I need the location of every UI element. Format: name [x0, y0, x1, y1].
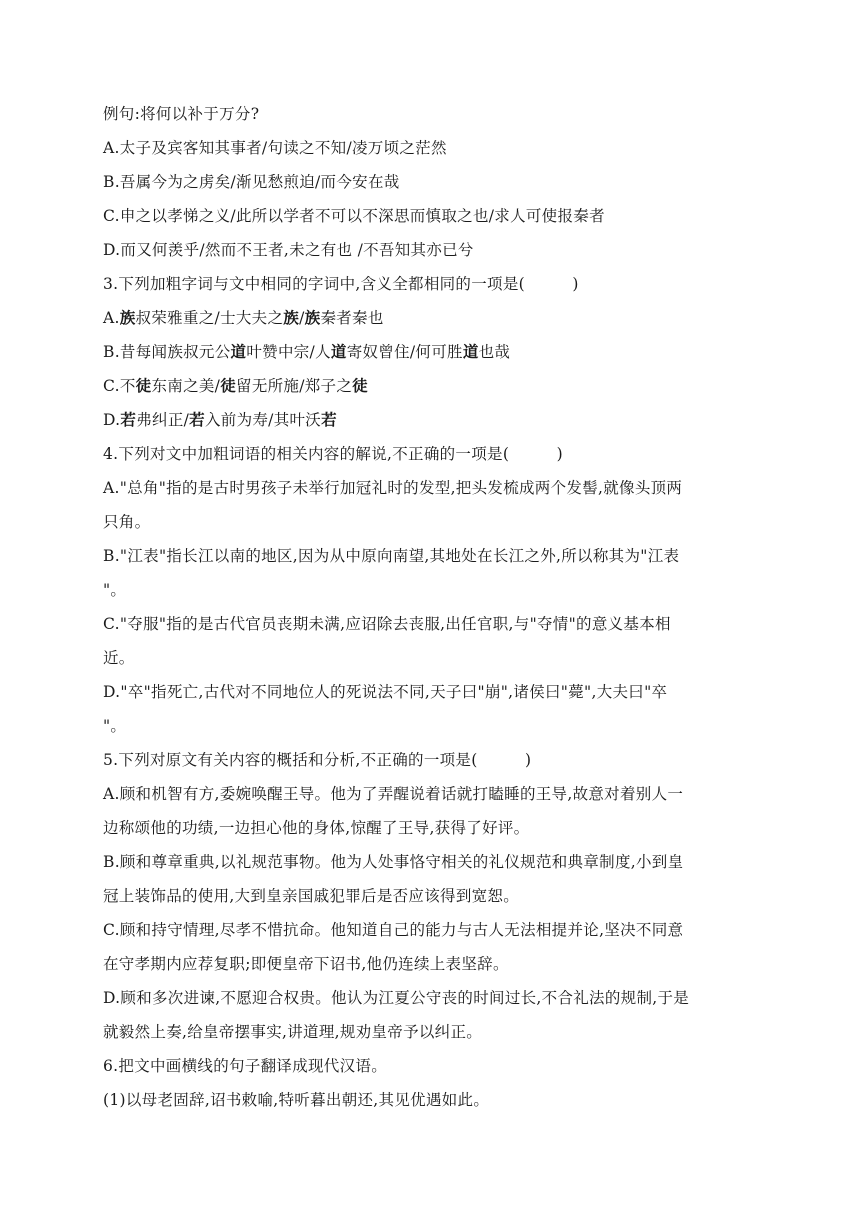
q2-option-d: D.而又何羡乎/然而不王者,未之有也 /不吾知其亦已兮: [103, 241, 474, 259]
bold-word: 若: [120, 410, 137, 429]
q5-option-b: B.顾和尊章重典,以礼规范事物。他为人处事恪守相关的礼仪规范和典章制度,小到皇: [103, 853, 684, 871]
option-letter: C.: [103, 377, 120, 395]
q5-option-b-cont: 冠上装饰品的使用,大到皇亲国戚犯罪后是否应该得到宽恕。: [103, 887, 520, 905]
q5-option-d: D.顾和多次进谏,不愿迎合权贵。他认为江夏公守丧的时间过长,不合礼法的规制,于是: [103, 989, 690, 1007]
text-segment: 入前为寿/其叶沃: [204, 411, 322, 429]
q5-option-c-cont: 在守孝期内应荐复职;即便皇帝下诏书,他仍连续上表坚辞。: [103, 955, 509, 973]
bold-word: 族: [283, 308, 300, 327]
text-segment: 寄奴曾住/何可胜: [346, 343, 463, 361]
option-letter: B.: [103, 343, 120, 361]
q3-option-c: [103, 375, 763, 397]
q2-option-c: C.申之以孝悌之义/此所以学者不可以不深思而慎取之也/求人可使报秦者: [103, 207, 605, 225]
q2-option-a: A.太子及宾客知其事者/句读之不知/凌万顷之茫然: [103, 139, 447, 157]
text-segment: 秦者秦也: [320, 309, 384, 327]
bold-word: 若: [321, 410, 337, 429]
question-6-stem: 6.把文中画横线的句子翻译成现代汉语。: [103, 1057, 387, 1075]
text-segment: 不: [119, 377, 136, 395]
bold-word: 若: [189, 410, 205, 429]
bold-word: 道: [330, 342, 347, 361]
option-letter: D.: [103, 411, 121, 429]
text-segment: 叶赞中宗/人: [246, 343, 331, 361]
q5-option-a: A.顾和机智有方,委婉唤醒王导。他为了弄醒说着话就打瞌睡的王导,故意对着别人一: [103, 785, 684, 803]
example-sentence: 例句:将何以补于万分?: [103, 105, 260, 123]
bold-word: 族: [304, 308, 321, 327]
q4-option-b: B."江表"指长江以南的地区,因为从中原向南望,其地处在长江之外,所以称其为"江表: [103, 547, 680, 565]
bold-word: 道: [462, 342, 479, 361]
question-3-stem: 3.下列加粗字词与文中相同的字词中,含义全都相同的一项是( ): [103, 275, 579, 293]
q5-option-c: C.顾和持守情理,尽孝不惜抗命。他知道自己的能力与古人无法相提并论,坚决不同意: [103, 921, 684, 939]
q4-option-c-cont: 近。: [103, 649, 135, 667]
text-segment: 昔每闻族叔元公: [119, 343, 231, 361]
bold-word: 徒: [220, 376, 237, 395]
text-segment: 留无所施/郑子之: [236, 377, 353, 395]
text-segment: 叔荣雅重之/士大夫之: [135, 309, 284, 327]
q4-option-a: A."总角"指的是古时男孩子未举行加冠礼时的发型,把头发梳成两个发髻,就像头顶两: [103, 479, 683, 497]
text-segment: 也哉: [478, 343, 511, 361]
text-segment: 东南之美/: [151, 377, 221, 395]
q3-option-b: [103, 341, 763, 363]
option-letter: A.: [103, 309, 120, 327]
q4-option-b-cont: "。: [103, 581, 127, 599]
text-segment: 弗纠正/: [136, 411, 190, 429]
question-4-stem: 4.下列对文中加粗词语的相关内容的解说,不正确的一项是( ): [103, 445, 563, 463]
q4-option-c: C."夺服"指的是古代官员丧期未满,应诏除去丧服,出任官职,与"夺情"的意义基本相: [103, 615, 671, 633]
question-5-stem: 5.下列对原文有关内容的概括和分析,不正确的一项是( ): [103, 751, 532, 769]
q2-option-b: B.吾属今为之虏矣/渐见愁煎迫/而今安在哉: [103, 173, 400, 191]
bold-word: 族: [119, 308, 136, 327]
text-segment: /: [299, 309, 305, 327]
q3-option-a: [103, 307, 763, 329]
bold-word: 徒: [135, 376, 152, 395]
q4-option-a-cont: 只角。: [103, 513, 151, 531]
q5-option-d-cont: 就毅然上奏,给皇帝摆事实,讲道理,规劝皇帝予以纠正。: [103, 1023, 483, 1041]
q6-sentence-1: (1)以母老固辞,诏书敕喻,特听暮出朝还,其见优遇如此。: [103, 1091, 490, 1109]
bold-word: 徒: [352, 376, 368, 395]
q4-option-d-cont: "。: [103, 717, 127, 735]
q5-option-a-cont: 边称颂他的功绩,一边担心他的身体,惊醒了王导,获得了好评。: [103, 819, 530, 837]
q4-option-d: D."卒"指死亡,古代对不同地位人的死说法不同,天子曰"崩",诸侯曰"薨",大夫曰"卒: [103, 683, 668, 701]
bold-word: 道: [230, 342, 247, 361]
q3-option-d: [103, 409, 763, 431]
